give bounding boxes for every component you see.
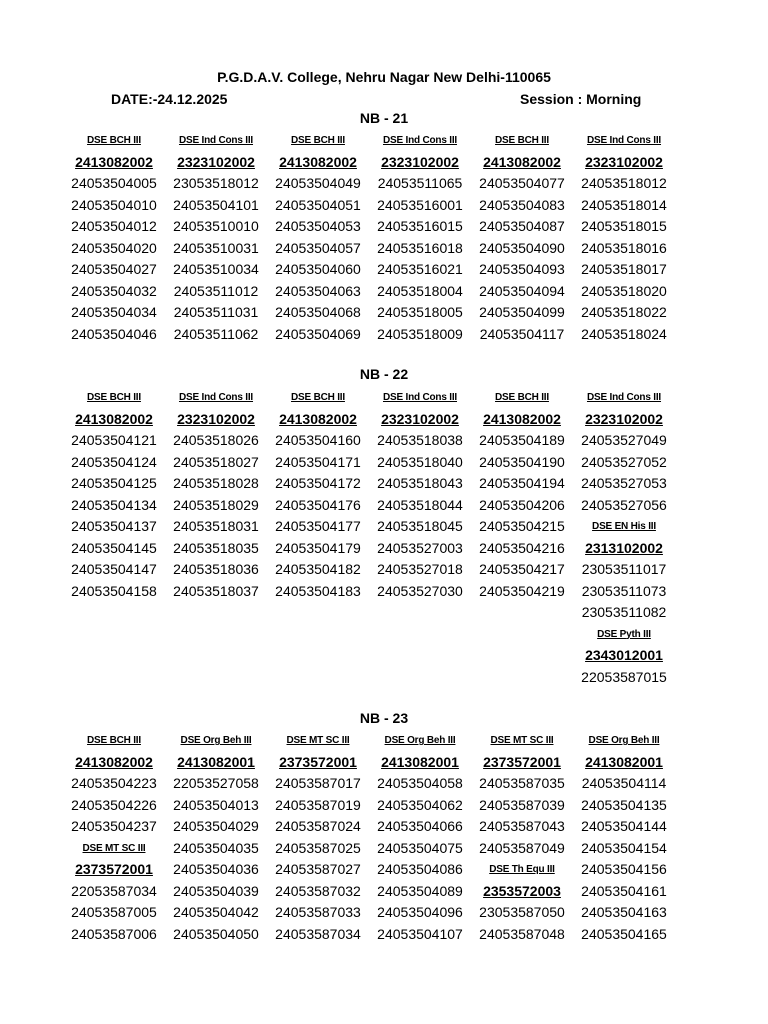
roll-number: 24053504182 (275, 561, 361, 577)
paper-label: DSE EN His III (592, 521, 656, 532)
roll-number: 24053504053 (275, 218, 361, 234)
roll-number: 24053504101 (173, 196, 259, 213)
paper-label: DSE MT SC III (286, 735, 350, 746)
roll-number: 24053518009 (377, 325, 463, 342)
roll-number: 24053504216 (479, 539, 565, 556)
paper-code: 2323102002 (585, 153, 663, 170)
paper-code: 2413082002 (483, 410, 561, 427)
roll-number: 22053587015 (581, 668, 667, 685)
paper-label: DSE BCH III (87, 735, 141, 746)
paper-label: DSE MT SC III (490, 735, 554, 746)
roll-number: 24053516015 (377, 218, 463, 234)
seat-column (165, 387, 267, 602)
roll-number: 24053504042 (173, 904, 259, 920)
paper-label: DSE Ind Cons III (586, 135, 662, 146)
roll-number: 24053527018 (377, 561, 463, 577)
roll-number: 24053504013 (173, 796, 259, 813)
roll-number: 24053518022 (581, 304, 667, 320)
roll-number: 24053504090 (479, 239, 565, 256)
seat-column (573, 387, 675, 688)
paper-label: DSE BCH III (87, 392, 141, 403)
paper-code: 2353572003 (483, 882, 561, 899)
roll-number: 24053504217 (479, 561, 565, 577)
paper-code: 2413082002 (279, 153, 357, 170)
seat-column (369, 387, 471, 602)
roll-number: 24053504172 (275, 475, 361, 491)
roll-number: 24053518044 (377, 496, 463, 513)
roll-number: 24053518035 (173, 539, 259, 556)
paper-label: DSE Th Equ III (489, 864, 555, 875)
roll-number: 24053504189 (479, 432, 565, 448)
roll-number: 24053587043 (479, 818, 565, 834)
roll-number: 24053504237 (71, 818, 157, 834)
roll-number: 24053504058 (377, 775, 463, 791)
paper-code: 2413082002 (483, 153, 561, 170)
seat-column (369, 730, 471, 945)
roll-number: 24053504107 (377, 925, 463, 942)
roll-number: 24053587033 (275, 904, 361, 920)
roll-number: 24053504039 (173, 882, 259, 899)
roll-number: 24053518043 (377, 475, 463, 491)
roll-number: 24053527056 (581, 496, 667, 513)
roll-number: 24053516001 (377, 196, 463, 213)
roll-number: 24053504158 (71, 582, 157, 599)
paper-code: 2413082001 (381, 753, 459, 770)
roll-number: 24053504093 (479, 261, 565, 277)
roll-number: 24053504219 (479, 582, 565, 599)
paper-code: 2413082002 (279, 410, 357, 427)
paper-code: 2373572001 (75, 861, 153, 877)
roll-number: 24053504035 (173, 839, 259, 856)
roll-number: 24053504147 (71, 561, 157, 577)
roll-number: 24053587005 (71, 904, 157, 920)
roll-number: 24053504190 (479, 453, 565, 470)
seat-column (369, 130, 471, 345)
roll-number: 24053587024 (275, 818, 361, 834)
roll-number: 24053518031 (173, 518, 259, 534)
paper-code: 2413082002 (75, 753, 153, 770)
roll-number: 24053504051 (275, 196, 361, 213)
roll-number: 24053518045 (377, 518, 463, 534)
roll-number: 24053504077 (479, 175, 565, 191)
roll-number: 24053518024 (581, 325, 667, 342)
roll-number: 24053518004 (377, 282, 463, 299)
roll-number: 24053504032 (71, 282, 157, 299)
roll-number: 24053518005 (377, 304, 463, 320)
roll-number: 24053504121 (71, 432, 157, 448)
roll-number: 24053587032 (275, 882, 361, 899)
roll-number: 24053527030 (377, 582, 463, 599)
paper-label: DSE BCH III (495, 135, 549, 146)
exam-date: DATE:-24.12.2025 (111, 91, 228, 107)
roll-number: 24053504075 (377, 839, 463, 856)
roll-number: 24053518020 (581, 282, 667, 299)
roll-number: 24053518037 (173, 582, 259, 599)
roll-number: 24053504165 (581, 925, 667, 942)
roll-number: 24053587035 (479, 775, 565, 791)
seat-column (165, 130, 267, 345)
roll-number: 24053504194 (479, 475, 565, 491)
roll-number: 24053511031 (173, 304, 259, 320)
roll-number: 24053504010 (71, 196, 157, 213)
paper-label: DSE Pyth III (597, 628, 651, 640)
roll-number: 24053518026 (173, 432, 259, 448)
roll-number: 23053518012 (173, 175, 259, 191)
roll-number: 24053504117 (479, 325, 565, 342)
roll-number: 24053504223 (71, 775, 157, 791)
seat-column (267, 730, 369, 945)
roll-number: 24053504177 (275, 518, 361, 534)
seat-column (573, 130, 675, 345)
roll-number: 24053504171 (275, 453, 361, 470)
roll-number: 24053504160 (275, 432, 361, 448)
paper-label: DSE Ind Cons III (382, 135, 458, 146)
roll-number: 24053504069 (275, 325, 361, 342)
paper-code: 2323102002 (177, 410, 255, 427)
paper-label: DSE BCH III (291, 135, 345, 146)
roll-number: 24053504005 (71, 175, 157, 191)
roll-number: 24053504066 (377, 818, 463, 834)
paper-code: 2413082001 (585, 753, 663, 770)
roll-number: 24053504050 (173, 925, 259, 942)
paper-label: DSE Org Beh III (588, 735, 660, 746)
seat-column (63, 130, 165, 345)
roll-number: 24053527049 (581, 432, 667, 448)
seat-column (471, 387, 573, 602)
paper-label: DSE BCH III (87, 135, 141, 146)
paper-code: 2323102002 (585, 410, 663, 427)
paper-label: DSE Org Beh III (384, 735, 456, 746)
roll-number: 23053511082 (581, 604, 667, 620)
roll-number: 24053518012 (581, 175, 667, 191)
roll-number: 24053504206 (479, 496, 565, 513)
roll-number: 24053527003 (377, 539, 463, 556)
roll-number: 24053510034 (173, 261, 259, 277)
roll-number: 24053504144 (581, 818, 667, 834)
roll-number: 24053504161 (581, 882, 667, 899)
roll-number: 24053504049 (275, 175, 361, 191)
roll-number: 22053587034 (71, 882, 157, 899)
roll-number: 24053527053 (581, 475, 667, 491)
roll-number: 24053587006 (71, 925, 157, 942)
roll-number: 24053504089 (377, 882, 463, 899)
roll-number: 24053511065 (377, 175, 463, 191)
seat-column (573, 730, 675, 945)
roll-number: 24053504176 (275, 496, 361, 513)
seat-column (471, 130, 573, 345)
roll-number: 24053504137 (71, 518, 157, 534)
paper-label: DSE Org Beh III (180, 735, 252, 746)
room-heading-nb23: NB - 23 (359, 710, 409, 726)
roll-number: 24053516021 (377, 261, 463, 277)
seat-column (165, 730, 267, 945)
roll-number: 24053504183 (275, 582, 361, 599)
roll-number: 24053504029 (173, 818, 259, 834)
exam-session: Session : Morning (520, 91, 642, 107)
roll-number: 24053504134 (71, 496, 157, 513)
roll-number: 24053504145 (71, 539, 157, 556)
roll-number: 24053587019 (275, 796, 361, 813)
roll-number: 24053518036 (173, 561, 259, 577)
roll-number: 24053504163 (581, 904, 667, 920)
roll-number: 24053504057 (275, 239, 361, 256)
roll-number: 24053518027 (173, 453, 259, 470)
roll-number: 24053516018 (377, 239, 463, 256)
roll-number: 24053518017 (581, 261, 667, 277)
roll-number: 24053527052 (581, 453, 667, 470)
roll-number: 24053504156 (581, 861, 667, 877)
roll-number: 24053518016 (581, 239, 667, 256)
room-heading-nb22: NB - 22 (359, 366, 409, 382)
paper-code: 2323102002 (381, 153, 459, 170)
roll-number: 24053504083 (479, 196, 565, 213)
roll-number: 24053518028 (173, 475, 259, 491)
roll-number: 24053587025 (275, 839, 361, 856)
roll-number: 24053504020 (71, 239, 157, 256)
college-title: P.G.D.A.V. College, Nehru Nagar New Delhi-110065 (217, 69, 551, 85)
roll-number: 24053504027 (71, 261, 157, 277)
paper-code: 2373572001 (483, 753, 561, 770)
room-heading-nb21: NB - 21 (359, 110, 409, 126)
roll-number: 24053504179 (275, 539, 361, 556)
roll-number: 24053504215 (479, 518, 565, 534)
paper-code: 2323102002 (381, 410, 459, 427)
paper-label: DSE Ind Cons III (586, 392, 662, 403)
roll-number: 24053504063 (275, 282, 361, 299)
roll-number: 24053504135 (581, 796, 667, 813)
roll-number: 24053504034 (71, 304, 157, 320)
roll-number: 24053504036 (173, 861, 259, 877)
roll-number: 24053504099 (479, 304, 565, 320)
paper-code: 2323102002 (177, 153, 255, 170)
roll-number: 24053587039 (479, 796, 565, 813)
roll-number: 24053504068 (275, 304, 361, 320)
roll-number: 23053587050 (479, 904, 565, 920)
roll-number: 22053527058 (173, 775, 259, 791)
paper-code: 2413082002 (75, 153, 153, 170)
roll-number: 24053504114 (581, 775, 667, 791)
roll-number: 24053587049 (479, 839, 565, 856)
roll-number: 24053587034 (275, 925, 361, 942)
roll-number: 24053504096 (377, 904, 463, 920)
seat-column (63, 730, 165, 945)
roll-number: 24053587017 (275, 775, 361, 791)
roll-number: 24053587027 (275, 861, 361, 877)
roll-number: 24053504125 (71, 475, 157, 491)
roll-number: 24053504060 (275, 261, 361, 277)
roll-number: 24053511062 (173, 325, 259, 342)
paper-code: 2313102002 (585, 539, 663, 556)
roll-number: 23053511073 (581, 582, 667, 599)
roll-number: 24053504094 (479, 282, 565, 299)
roll-number: 24053504046 (71, 325, 157, 342)
roll-number: 24053518014 (581, 196, 667, 213)
roll-number: 24053504124 (71, 453, 157, 470)
roll-number: 24053504086 (377, 861, 463, 877)
roll-number: 24053504012 (71, 218, 157, 234)
roll-number: 24053510031 (173, 239, 259, 256)
seat-column (267, 387, 369, 602)
roll-number: 24053510010 (173, 218, 259, 234)
roll-number: 24053518038 (377, 432, 463, 448)
roll-number: 24053587048 (479, 925, 565, 942)
seat-column (471, 730, 573, 945)
seat-column (63, 387, 165, 602)
roll-number: 24053504062 (377, 796, 463, 813)
paper-label: DSE BCH III (291, 392, 345, 403)
roll-number: 24053504226 (71, 796, 157, 813)
paper-code: 2373572001 (279, 753, 357, 770)
roll-number: 24053504154 (581, 839, 667, 856)
roll-number: 23053511017 (581, 561, 667, 577)
paper-code: 2343012001 (585, 647, 663, 663)
paper-label: DSE MT SC III (82, 842, 146, 854)
roll-number: 24053518029 (173, 496, 259, 513)
seat-column (267, 130, 369, 345)
paper-code: 2413082002 (75, 410, 153, 427)
roll-number: 24053518040 (377, 453, 463, 470)
paper-label: DSE BCH III (495, 392, 549, 403)
roll-number: 24053504087 (479, 218, 565, 234)
paper-label: DSE Ind Cons III (178, 392, 254, 403)
roll-number: 24053518015 (581, 218, 667, 234)
paper-label: DSE Ind Cons III (382, 392, 458, 403)
roll-number: 24053511012 (173, 282, 259, 299)
paper-label: DSE Ind Cons III (178, 135, 254, 146)
paper-code: 2413082001 (177, 753, 255, 770)
